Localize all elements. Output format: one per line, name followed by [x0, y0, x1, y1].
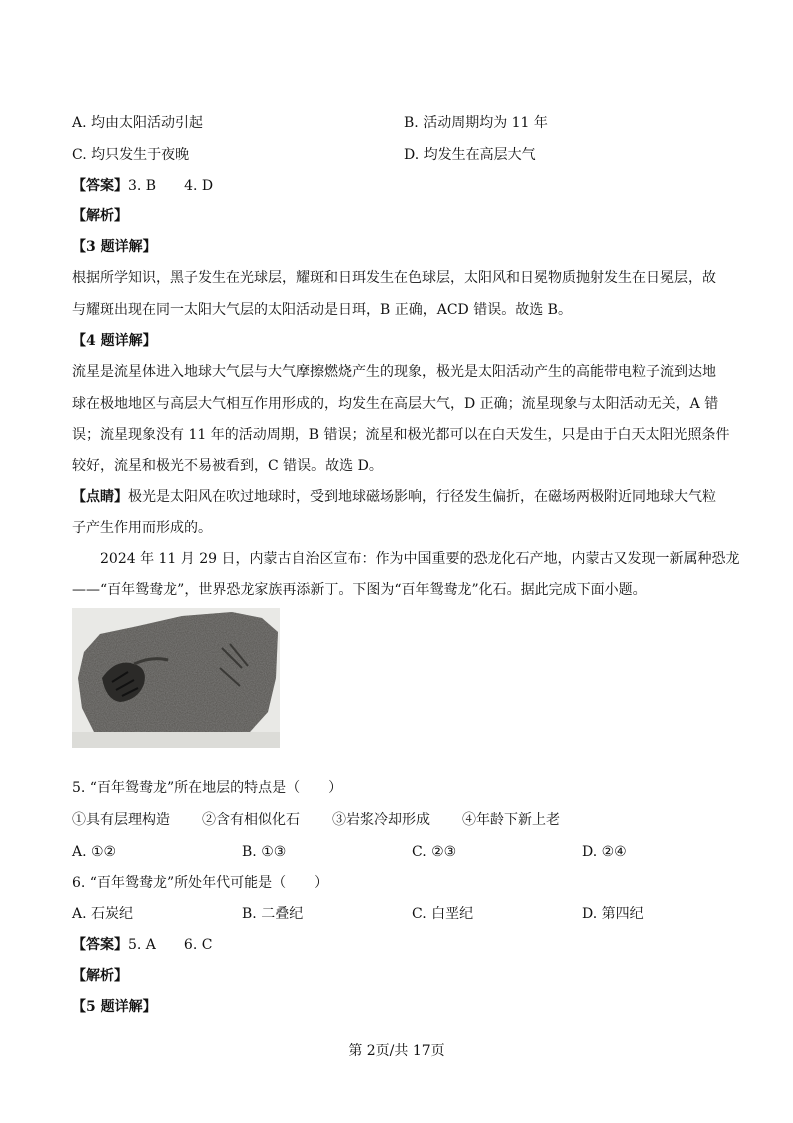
analysis-tag: 【解析】 [72, 208, 128, 224]
q5-item: ②含有相似化石 [202, 812, 300, 828]
option-b: B. 活动周期均为 11 年 [404, 115, 548, 131]
stem-line-2: ——“百年鸳鸯龙”，世界恐龙家族再添新丁。下图为“百年鸳鸯龙”化石。据此完成下面小题。 [72, 582, 647, 598]
q5-item: ①具有层理构造 [72, 812, 170, 828]
page-footer: 第 2页/共 17页 [348, 1043, 445, 1059]
stem-line-1: 2024 年 11 月 29 日，内蒙古自治区宣布：作为中国重要的恐龙化石产地，内蒙古又发现一新属种恐龙 [100, 551, 740, 567]
question-6: 6. “百年鸳鸯龙”所处年代可能是（ ） [72, 875, 329, 891]
option-c: C. 均只发生于夜晚 [72, 147, 190, 163]
q5-item: ④年龄下新上老 [462, 812, 560, 828]
detail-5-title: 【5 题详解】 [72, 999, 157, 1015]
analysis-tag: 【解析】 [72, 968, 128, 984]
answer-line-2 [72, 935, 212, 955]
q6-option-c: C. 白垩纪 [412, 906, 474, 922]
q5-item: ③岩浆冷却形成 [332, 812, 430, 828]
q6-option-a: A. 石炭纪 [72, 906, 134, 922]
q6-option-b: B. 二叠纪 [242, 906, 304, 922]
detail-4-line: 球在极地地区与高层大气相互作用形成的，均发生在高层大气，D 正确；流星现象与太阳活动无关，A 错 [72, 396, 719, 412]
detail-4-title: 【4 题详解】 [72, 333, 157, 349]
note-tag: 【点睛】 [72, 489, 128, 505]
detail-3-line: 根据所学知识，黑子发生在光球层，耀斑和日珥发生在色球层，太阳风和日冕物质抛射发生在日冕层，故 [72, 270, 716, 286]
note-line-1 [72, 487, 716, 507]
note-line-2: 子产生作用而形成的。 [72, 520, 212, 536]
detail-4-line: 较好，流星和极光不易被看到，C 错误。故选 D。 [72, 458, 383, 474]
answer-tag: 【答案】 [72, 178, 128, 194]
detail-3-line: 与耀斑出现在同一太阳大气层的太阳活动是日珥，B 正确，ACD 错误。故选 B。 [72, 302, 572, 318]
fossil-photo [72, 608, 280, 748]
answer-text: 3. B 4. D [128, 178, 214, 194]
detail-4-line: 误；流星现象没有 11 年的活动周期，B 错误；流星和极光都可以在白天发生，只是由于白天太阳光照条件 [72, 427, 730, 443]
question-5: 5. “百年鸳鸯龙”所在地层的特点是（ ） [72, 780, 343, 796]
q6-option-d: D. 第四纪 [582, 906, 644, 922]
option-d: D. 均发生在高层大气 [404, 147, 536, 163]
note-text: 极光是太阳风在吹过地球时，受到地球磁场影响，行径发生偏折，在磁场两极附近同地球大气粒 [128, 489, 716, 505]
option-a: A. 均由太阳活动引起 [72, 115, 204, 131]
q5-option-a: A. ①② [72, 844, 117, 860]
answer-text: 5. A 6. C [128, 937, 213, 953]
detail-4-line: 流星是流星体进入地球大气层与大气摩擦燃烧产生的现象，极光是太阳活动产生的高能带电粒子流到达地 [72, 364, 716, 380]
q5-option-d: D. ②④ [582, 844, 627, 860]
q5-option-b: B. ①③ [242, 844, 287, 860]
q5-option-c: C. ②③ [412, 844, 457, 860]
answer-tag: 【答案】 [72, 937, 128, 953]
answer-line-1 [72, 176, 213, 196]
detail-3-title: 【3 题详解】 [72, 239, 157, 255]
